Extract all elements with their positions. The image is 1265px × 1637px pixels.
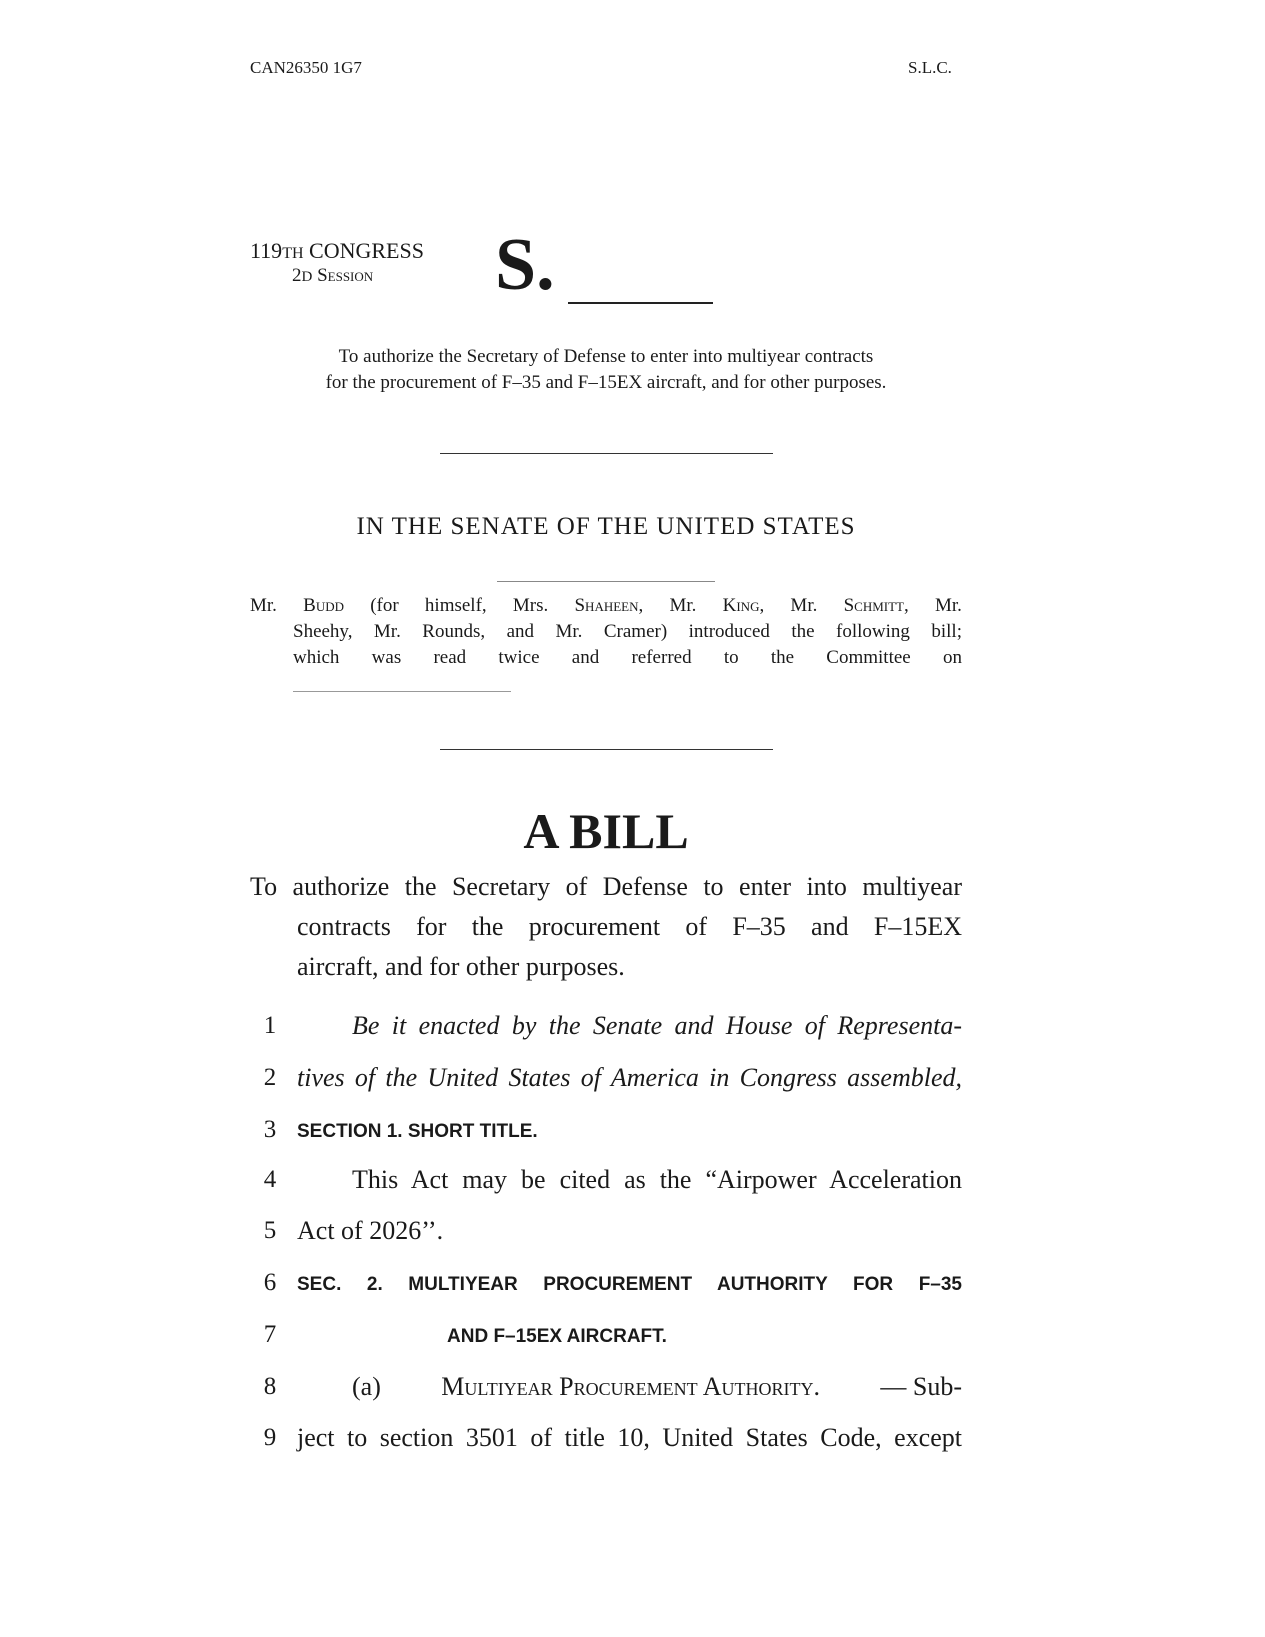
line-number: 7: [263, 1321, 277, 1348]
sponsors-line-1: Mr. Budd (for himself, Mrs. Shaheen, Mr. King, Mr. Schmitt, Mr.: [250, 595, 962, 616]
subsection-a-text: ject to section 3501 of title 10, United States Code, except: [297, 1423, 962, 1452]
long-title-1: To authorize the Secretary of Defense to enter into multiyear: [250, 872, 962, 901]
section-1-heading: SECTION 1. SHORT TITLE.: [297, 1121, 538, 1142]
committee-blank: [293, 691, 511, 692]
congress-label: 119TH CONGRESS: [250, 238, 424, 263]
session-label: 2D Session: [292, 265, 374, 286]
enacting-clause-2: tives of the United States of America in Congress assembled,: [297, 1063, 962, 1092]
sponsors-line-3: which was read twice and referred to the Committee on: [293, 647, 962, 668]
bill-heading: A BILL: [523, 803, 689, 859]
subsection-a-heading: (a) Multiyear Procurement Authority. — Sub-: [352, 1372, 962, 1401]
long-title-2: contracts for the procurement of F–35 and F–15EX: [297, 912, 962, 941]
line-number: 9: [263, 1424, 277, 1451]
bill-number-blank: [568, 302, 713, 304]
chamber-heading: IN THE SENATE OF THE UNITED STATES: [356, 513, 856, 540]
line-number: 6: [263, 1269, 277, 1296]
line-number: 2: [263, 1064, 277, 1091]
enacting-clause-1: Be it enacted by the Senate and House of Representa-: [352, 1011, 962, 1040]
short-title-text-2: Act of 2026’’.: [297, 1216, 444, 1245]
long-title-3: aircraft, and for other purposes.: [297, 952, 625, 981]
divider-short: [497, 581, 715, 582]
short-title-text-1: This Act may be cited as the “Airpower Acceleration: [352, 1165, 962, 1194]
document-id: CAN26350 1G7: [250, 58, 362, 77]
bill-prefix: S.: [495, 224, 555, 306]
line-number: 1: [263, 1012, 277, 1039]
slc-marker: S.L.C.: [908, 58, 952, 77]
line-number: 5: [263, 1217, 277, 1244]
line-number: 8: [263, 1373, 277, 1400]
divider: [440, 749, 773, 750]
line-number: 4: [263, 1166, 277, 1193]
section-2-heading-1: SEC. 2. MULTIYEAR PROCUREMENT AUTHORITY FOR F–35: [297, 1274, 962, 1295]
divider: [440, 453, 773, 454]
summary-title-1: To authorize the Secretary of Defense to enter into multiyear contracts: [338, 346, 874, 367]
line-number: 3: [263, 1116, 277, 1143]
summary-title-2: for the procurement of F–35 and F–15EX aircraft, and for other purposes.: [325, 372, 887, 393]
section-2-heading-2: AND F–15EX AIRCRAFT.: [447, 1326, 667, 1347]
sponsors-line-2: Sheehy, Mr. Rounds, and Mr. Cramer) introduced the following bill;: [293, 621, 962, 642]
